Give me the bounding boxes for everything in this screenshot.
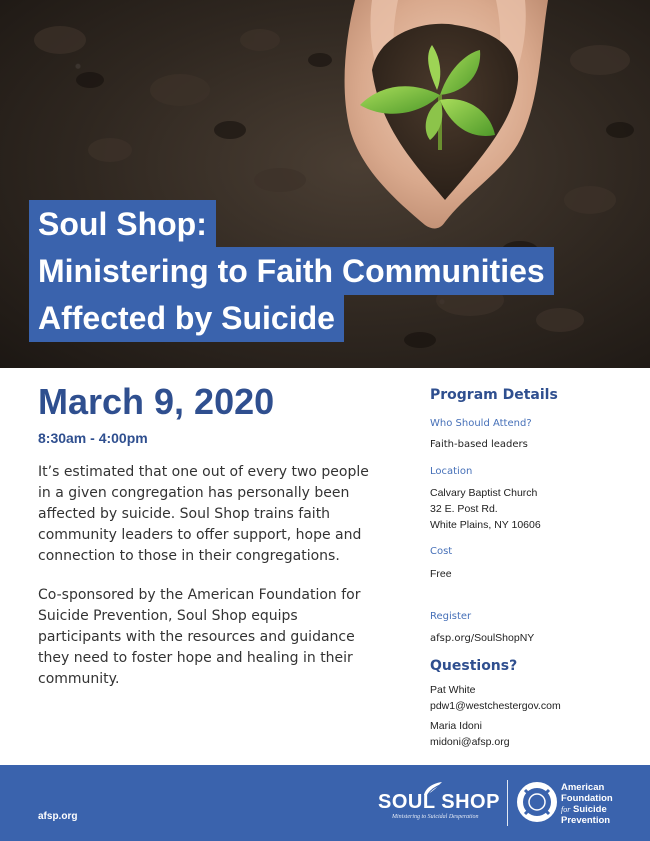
register-link-path: SoulShopNY (474, 632, 535, 644)
location-label: Location (430, 466, 473, 477)
title-line-3: Affected by Suicide (29, 294, 344, 342)
program-details-heading: Program Details (430, 387, 558, 403)
title-line-1: Soul Shop: (29, 200, 216, 248)
location-line-2: 32 E. Post Rd. (430, 503, 498, 515)
who-value: Faith-based leaders (430, 439, 528, 450)
contact-2-name: Maria Idoni (430, 720, 482, 732)
afsp-line-1: American (561, 782, 605, 793)
register-link-prefix: afsp.org/ (430, 633, 475, 644)
cosponsor-paragraph: Co-sponsored by the American Foundation for Suicide Prevention, Soul Shop equips participants with the resources and guidance they need to foster hope and healing in their community. (38, 587, 361, 687)
cost-value: Free (430, 568, 452, 580)
soul-word: SOUL (378, 791, 436, 813)
register-label: Register (430, 611, 472, 622)
afsp-wordmark (561, 782, 613, 826)
title-line-2: Ministering to Faith Communities (29, 247, 554, 295)
afsp-line-4: Prevention (561, 815, 611, 826)
hero-banner (0, 0, 650, 368)
register-link[interactable] (430, 630, 534, 647)
who-label: Who Should Attend? (430, 418, 532, 429)
contact-2-email[interactable]: midoni@afsp.org (430, 736, 510, 748)
soul-shop-wordmark (378, 791, 500, 814)
cost-label: Cost (430, 546, 453, 557)
contact-1-email[interactable]: pdw1@westchestergov.com (430, 700, 561, 712)
afsp-line-3 (561, 804, 613, 815)
afsp-suicide: Suicide (572, 804, 607, 815)
afsp-line-2: Foundation (561, 793, 613, 804)
contact-1-name: Pat White (430, 684, 476, 696)
event-time: 8:30am - 4:00pm (38, 430, 148, 446)
event-date: March 9, 2020 (38, 381, 275, 422)
intro-paragraph: It’s estimated that one out of every two people in a given congregation has personally been affected by suicide. Soul Shop trains faith community leaders to offer support, hope and connection to those in their congregations. (38, 464, 369, 564)
lifebuoy-icon (517, 782, 557, 822)
soul-shop-logo (378, 783, 500, 827)
footer-bar (0, 765, 650, 841)
location-line-3: White Plains, NY 10606 (430, 519, 541, 531)
shop-word: SHOP (441, 791, 500, 813)
footer-url[interactable]: afsp.org (38, 811, 78, 822)
location-line-1: Calvary Baptist Church (430, 487, 538, 499)
questions-heading: Questions? (430, 658, 518, 674)
soul-shop-tagline: Ministering to Suicidal Desperation (392, 814, 479, 820)
logo-divider (507, 780, 508, 826)
afsp-for: for (561, 805, 571, 814)
